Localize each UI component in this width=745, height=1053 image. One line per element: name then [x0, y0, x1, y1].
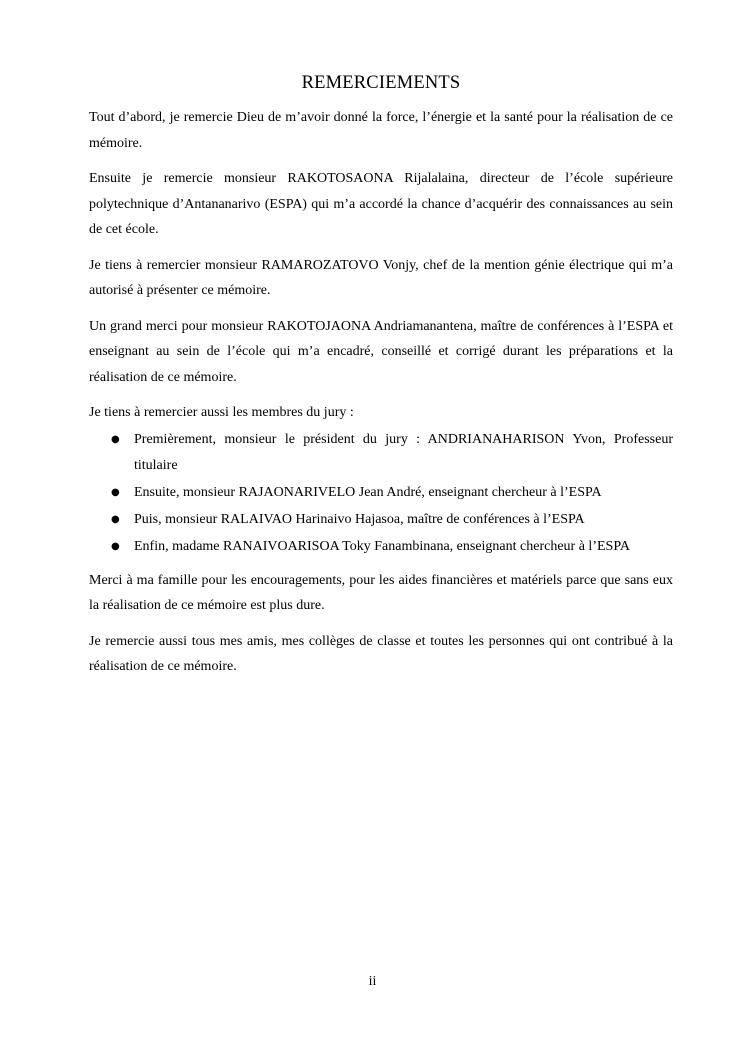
bullet-icon: ●	[111, 540, 120, 552]
list-item	[89, 427, 673, 479]
page-title: REMERCIEMENTS	[301, 73, 461, 93]
bullet-icon: ●	[111, 486, 120, 498]
list-item	[89, 480, 673, 506]
paragraph-thanks-supervisor: Un grand merci pour monsieur RAKOTOJAONA Andriamanantena, maître de conférences à l’ESPA et enseignant au sein de l’école qui m’a encadré, conseillé et corrigé durant les préparations et la réalisation de ce mémoire.	[89, 318, 673, 385]
paragraph-thanks-friends: Je remercie aussi tous mes amis, mes collèges de classe et toutes les personnes qui ont contribué à la réalisation de ce mémoire.	[89, 633, 673, 674]
page-number: ii	[368, 974, 377, 989]
jury-member: Enfin, madame RANAIVOARISOA Toky Fanambinana, enseignant chercheur à l’ESPA	[134, 538, 630, 554]
jury-intro: Je tiens à remercier aussi les membres du jury :	[89, 405, 354, 420]
jury-member: Puis, monsieur RALAIVAO Harinaivo Hajasoa, maître de conférences à l’ESPA	[134, 511, 585, 527]
paragraph-thanks-family: Merci à ma famille pour les encouragements, pour les aides financières et matériels parce que sans eux la réalisation de ce mémoire est plus dure.	[89, 572, 673, 613]
paragraph-thanks-god: Tout d’abord, je remercie Dieu de m’avoir donné la force, l’énergie et la santé pour la réalisation de ce mémoire.	[89, 110, 673, 151]
bullet-icon: ●	[111, 433, 120, 445]
bullet-icon: ●	[111, 513, 120, 525]
page-content	[89, 70, 673, 690]
paragraph-thanks-director: Ensuite je remercie monsieur RAKOTOSAONA Rijalalaina, directeur de l’école supérieure polytechnique d’Antananarivo (ESPA) qui m’a accordé la chance d’acquérir des connaissances au sein de cet école.	[89, 171, 673, 237]
jury-list	[89, 427, 673, 560]
list-item	[89, 507, 673, 533]
jury-member: Ensuite, monsieur RAJAONARIVELO Jean André, enseignant chercheur à l’ESPA	[134, 484, 602, 500]
paragraph-thanks-department-head: Je tiens à remercier monsieur RAMAROZATOVO Vonjy, chef de la mention génie électrique qui m’a autorisé à présenter ce mémoire.	[89, 257, 673, 298]
jury-member-president: Premièrement, monsieur le président du jury : ANDRIANAHARISON Yvon, Professeur titulaire	[134, 431, 673, 473]
list-item	[89, 534, 673, 560]
